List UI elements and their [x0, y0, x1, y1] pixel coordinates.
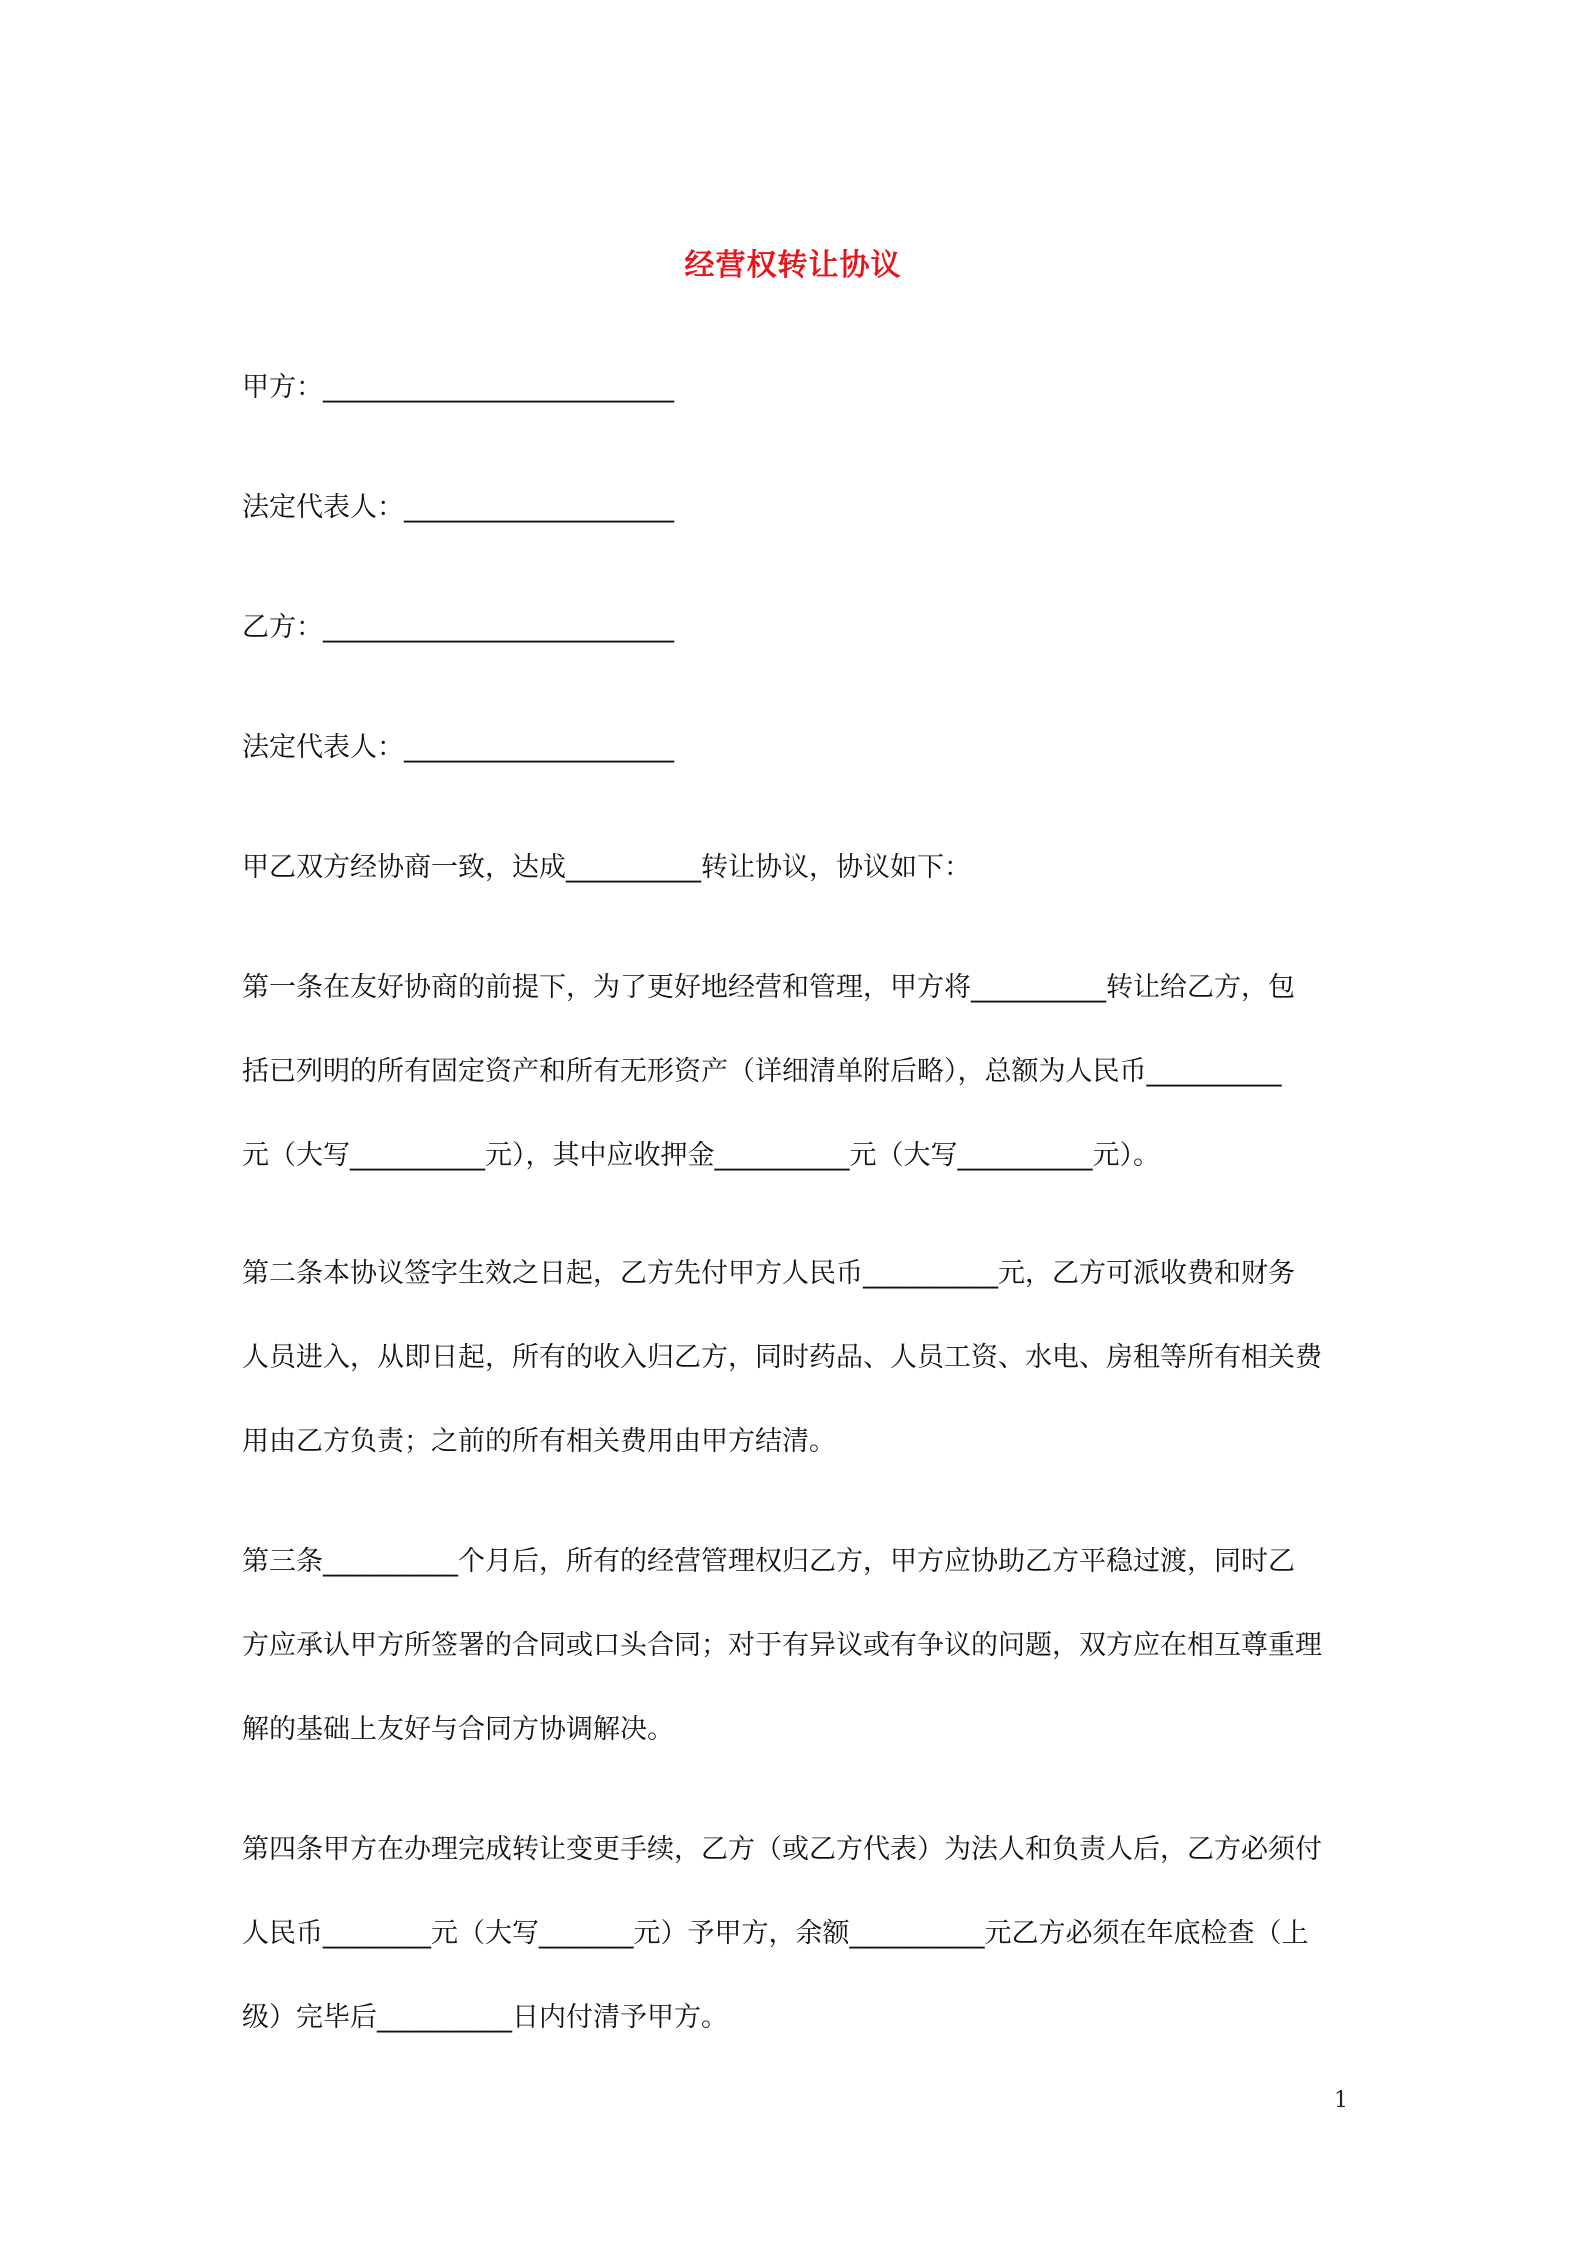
party-a-line: 甲方：__________________________	[242, 372, 674, 403]
article-2-line: 用由乙方负责；之前的所有相关费用由甲方结清。	[242, 1426, 836, 1457]
party-a-representative-line: 法定代表人：____________________	[242, 492, 674, 523]
article-2-line: 人员进入，从即日起，所有的收入归乙方，同时药品、人员工资、水电、房租等所有相关费	[242, 1342, 1322, 1373]
article-3-line: 第三条__________个月后，所有的经营管理权归乙方，甲方应协助乙方平稳过渡，同时乙	[242, 1546, 1295, 1577]
article-1-line: 括已列明的所有固定资产和所有无形资产（详细清单附后略），总额为人民币__________	[242, 1056, 1282, 1087]
party-b-representative-line: 法定代表人：____________________	[242, 732, 674, 763]
article-2	[242, 1232, 1362, 1484]
article-1-line: 第一条在友好协商的前提下，为了更好地经营和管理，甲方将__________转让给乙方，包	[242, 972, 1295, 1003]
article-3-line: 方应承认甲方所签署的合同或口头合同；对于有异议或有争议的问题，双方应在相互尊重理	[242, 1630, 1322, 1661]
article-3-line: 解的基础上友好与合同方协调解决。	[242, 1714, 674, 1745]
page-number: 1	[1334, 2088, 1348, 2113]
article-4-line: 人民币________元（大写_______元）予甲方，余额__________元乙方必须在年底检查（上	[242, 1918, 1309, 1949]
article-4-line: 级）完毕后__________日内付清予甲方。	[242, 2002, 728, 2033]
article-2-line: 第二条本协议签字生效之日起，乙方先付甲方人民币__________元，乙方可派收费和财务	[242, 1258, 1295, 1289]
agreement-intro: 甲乙双方经协商一致，达成__________转让协议，协议如下：	[242, 852, 971, 883]
article-1	[242, 946, 1362, 1198]
article-4-line: 第四条甲方在办理完成转让变更手续，乙方（或乙方代表）为法人和负责人后，乙方必须付	[242, 1834, 1322, 1865]
party-b-line: 乙方：__________________________	[242, 612, 674, 643]
article-1-line: 元（大写__________元），其中应收押金__________元（大写__________元）。	[242, 1140, 1160, 1171]
document-title: 经营权转让协议	[684, 248, 902, 283]
article-4	[242, 1808, 1362, 2060]
article-3	[242, 1520, 1362, 1772]
